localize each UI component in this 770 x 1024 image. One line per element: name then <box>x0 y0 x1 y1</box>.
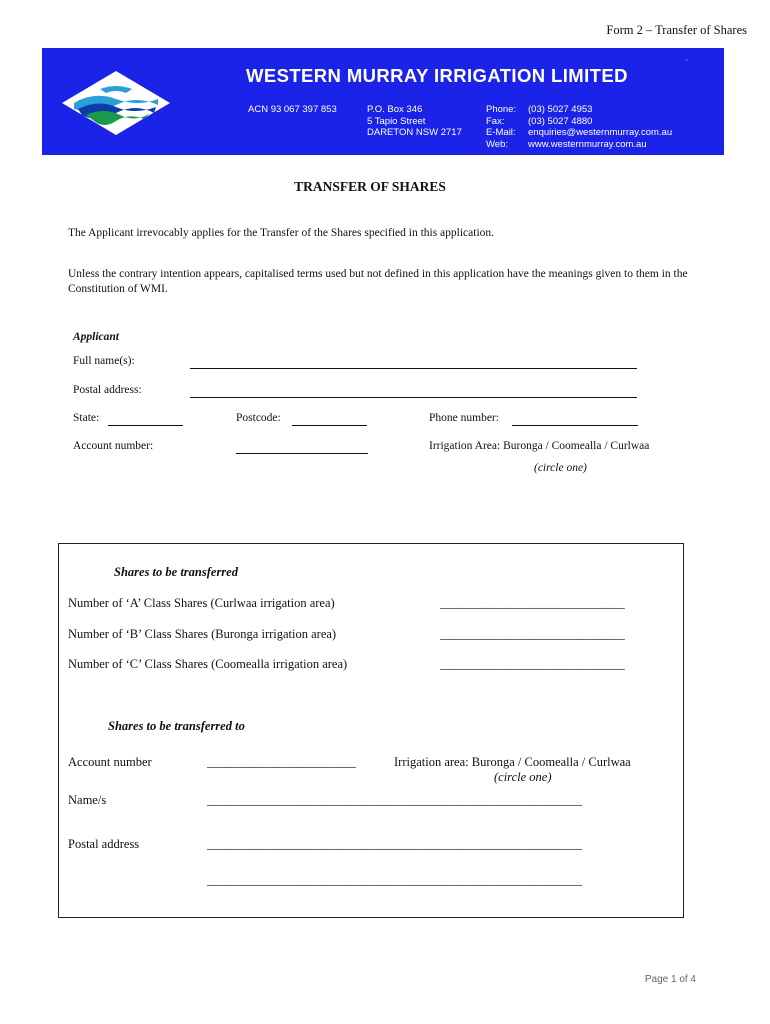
account-number-label: Account number: <box>73 440 154 452</box>
class-a-field[interactable]: _______________________________ <box>440 596 625 610</box>
class-b-label: Number of ‘B’ Class Shares (Buronga irrigation area) <box>68 627 337 641</box>
address-line: DARETON NSW 2717 <box>367 127 462 138</box>
shares-heading: Shares to be transferred <box>114 565 238 579</box>
phone-number-label: Phone number: <box>429 412 499 424</box>
postcode-label: Postcode: <box>236 412 281 424</box>
contact-label: Fax: <box>486 115 505 127</box>
form-tag: Form 2 – Transfer of Shares <box>606 23 747 37</box>
class-b-field[interactable]: _______________________________ <box>440 627 625 641</box>
postal-address-field[interactable] <box>190 397 637 398</box>
circle-one-note: (circle one) <box>534 462 587 474</box>
transferee-names-label: Name/s <box>68 793 107 807</box>
definitions-paragraph: Unless the contrary intention appears, capitalised terms used but not defined in this application have the meanings given to them in the Constitution of WMI. <box>68 268 688 295</box>
postcode-field[interactable] <box>292 425 367 426</box>
full-names-label: Full name(s): <box>73 355 135 367</box>
full-names-field[interactable] <box>190 368 637 369</box>
transferee-names-field[interactable]: _______________________________________________________________ <box>207 793 582 807</box>
class-c-label: Number of ‘C’ Class Shares (Coomealla irrigation area) <box>68 657 348 671</box>
state-label: State: <box>73 412 100 424</box>
transferee-postal-field-2[interactable]: _______________________________________________________________ <box>207 873 582 887</box>
transferee-circle-one: (circle one) <box>494 770 552 784</box>
page-title: TRANSFER OF SHARES <box>294 179 446 194</box>
intro-paragraph: The Applicant irrevocably applies for the Transfer of the Shares specified in this application. <box>68 227 495 239</box>
address-line: P.O. Box 346 <box>367 104 423 115</box>
postal-block <box>367 104 462 139</box>
contact-labels <box>486 104 516 150</box>
state-field[interactable] <box>108 425 183 426</box>
email-value: enquiries@westernmurray.com.au <box>528 127 673 138</box>
phone-value: (03) 5027 4953 <box>528 104 593 115</box>
applicant-heading: Applicant <box>73 331 120 343</box>
acn: ACN 93 067 397 853 <box>248 104 337 115</box>
postal-address-label: Postal address: <box>73 384 142 396</box>
page-number: Page 1 of 4 <box>644 974 696 985</box>
letterhead-banner <box>42 48 724 155</box>
company-name: WESTERN MURRAY IRRIGATION LIMITED <box>246 65 628 86</box>
contact-label: E-Mail: <box>486 127 516 138</box>
web-value: www.westernmurray.com.au <box>528 138 647 150</box>
banner-mark: · <box>685 56 688 65</box>
transferee-irrigation-options[interactable]: Irrigation area: Buronga / Coomealla / Curlwaa <box>394 755 631 769</box>
transferee-account-field[interactable]: _________________________ <box>207 755 356 769</box>
transferee-postal-field[interactable]: _______________________________________________________________ <box>207 837 582 851</box>
account-number-field[interactable] <box>236 453 368 454</box>
company-logo <box>60 69 172 137</box>
transfer-to-heading: Shares to be transferred to <box>108 719 245 733</box>
irrigation-area-options[interactable]: Irrigation Area: Buronga / Coomealla / Curlwaa <box>429 440 650 452</box>
address-line: 5 Tapio Street <box>367 115 426 127</box>
contact-label: Web: <box>486 138 509 150</box>
class-c-field[interactable]: _______________________________ <box>440 657 625 671</box>
contact-values <box>528 104 672 150</box>
fax-value: (03) 5027 4880 <box>528 115 593 127</box>
contact-label: Phone: <box>486 104 517 115</box>
transferee-postal-label: Postal address <box>68 837 140 851</box>
class-a-label: Number of ‘A’ Class Shares (Curlwaa irrigation area) <box>68 596 335 610</box>
phone-number-field[interactable] <box>512 425 638 426</box>
transferee-account-label: Account number <box>68 755 152 769</box>
